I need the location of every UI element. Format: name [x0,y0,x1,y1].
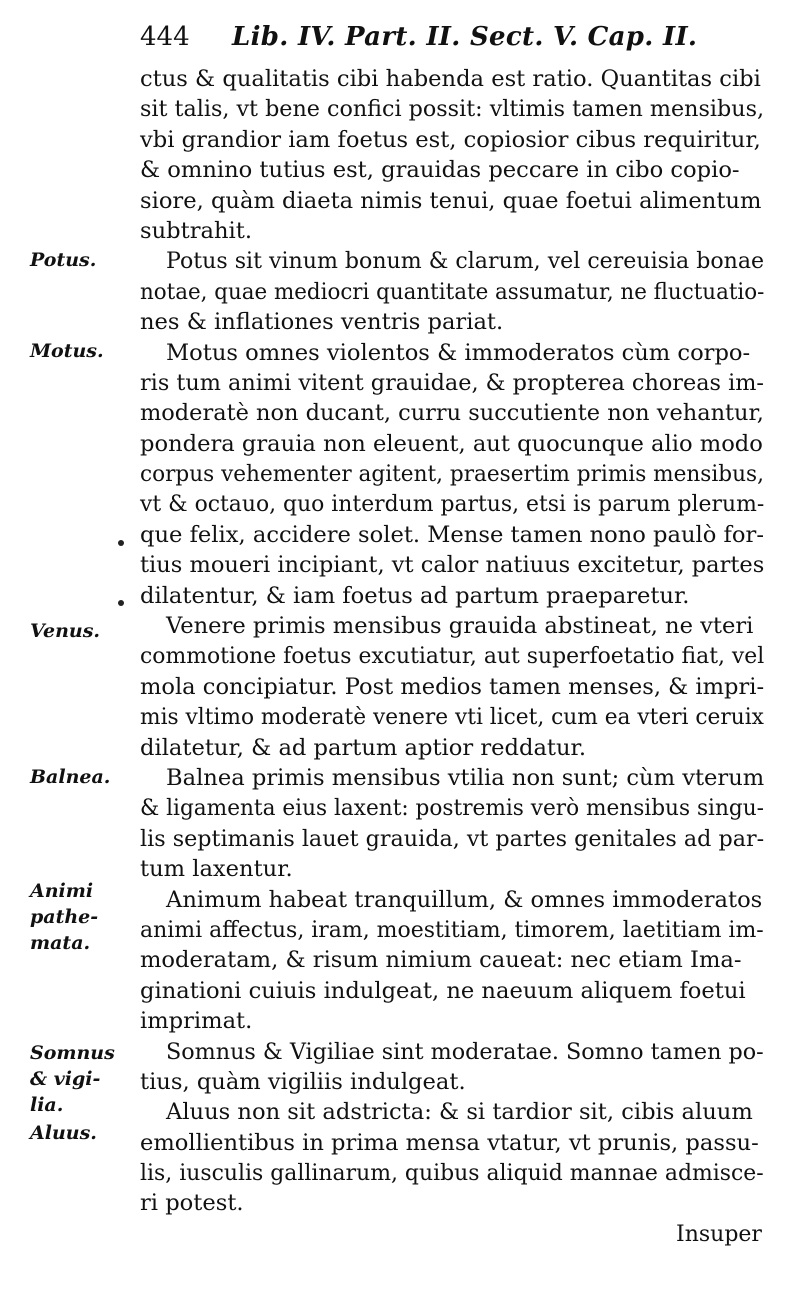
text-line: mola concipiatur. Post medios tamen menses, & impri- [140,673,765,700]
margin-note-animi-pathemata [30,878,98,956]
text-line: que felix, accidere solet. Mense tamen nono paulò for- [140,521,764,548]
margin-note-line: & vigi- [30,1068,101,1090]
text-line: notae, quae mediocri quantitate assumatur, ne fluctuatio- [140,278,765,305]
margin-note-balnea [30,762,110,792]
text-line: ris tum animi vitent grauidae, & propterea choreas im- [140,369,764,396]
text-line: Animum habeat tranquillum, & omnes immoderatos [166,886,763,913]
text-line: Venere primis mensibus grauida abstineat, ne vteri [166,613,754,640]
text-line: nes & inflationes ventris pariat. [140,309,504,336]
text-line: moderatè non ducant, curru succutiente non vehantur, [140,400,764,427]
text-line: & ligamenta eius laxent: postremis verò mensibus singu- [140,795,764,822]
running-head: Lib. IV. Part. II. Sect. V. Cap. II. [232,22,698,52]
text-line: pondera grauia non eleuent, aut quocunque alio modo [140,430,763,457]
catchword: Insuper [676,1222,762,1247]
text-line: tius moueri incipiant, vt calor natiuus excitetur, partes [140,552,765,579]
page-number: 444 [140,22,190,52]
margin-note-line: Venus. [30,620,101,642]
text-line: siore, quàm diaeta nimis tenui, quae foetui alimentum [140,187,762,214]
text-line: subtrahit. [140,217,252,244]
text-line: ctus & qualitatis cibi habenda est ratio. Quantitas cibi [140,66,761,92]
margin-note-line: Motus. [30,340,104,362]
text-line: animi affectus, iram, moestitiam, timorem, laetitiam im- [140,916,764,943]
text-line: lis septimanis lauet grauida, vt partes genitales ad par- [140,825,765,852]
text-line: Somnus & Vigiliae sint moderatae. Somno tamen po- [166,1038,764,1065]
margin-note-line: mata. [30,932,91,954]
text-line: ginationi cuiuis indulgeat, ne naeuum aliquem foetui [140,977,746,1004]
page-header [140,22,740,62]
text-line: emollientibus in prima mensa vtatur, vt prunis, passu- [140,1129,759,1156]
text-line: Aluus non sit adstricta: & si tardior sit, cibis aluum [166,1099,753,1126]
ink-speck [118,540,124,546]
margin-note-line: Animi [30,880,94,902]
margin-note-aluus [30,1118,97,1148]
text-line: sit talis, vt bene confici possit: vltimis tamen mensibus, [140,96,765,123]
text-line: dilatetur, & ad partum aptior reddatur. [140,734,587,761]
margin-note-somnus-vigilia [30,1040,115,1118]
margin-note-line: Somnus [30,1042,115,1064]
text-line: tum laxentur. [140,856,293,883]
text-line: dilatentur, & iam foetus ad partum praeparetur. [140,582,690,609]
margin-note-line: Aluus. [30,1122,97,1144]
margin-note-venus [30,616,100,646]
text-line: Potus sit vinum bonum & clarum, vel cereuisia bonae [166,248,765,275]
margin-note-line: Potus. [30,249,97,271]
margin-note-motus [30,336,104,366]
text-line: imprimat. [140,1008,253,1035]
text-line: Balnea primis mensibus vtilia non sunt; cùm vterum [166,764,765,791]
text-line: tius, quàm vigiliis indulgeat. [140,1068,466,1095]
text-line: vt & octauo, quo interdum partus, etsi is parum plerum- [140,491,765,518]
text-line: ri potest. [140,1190,244,1217]
body-text [140,64,764,1219]
text-line: moderatam, & risum nimium caueat: nec etiam Ima- [140,947,742,974]
text-line: Motus omnes violentos & immoderatos cùm corpo- [166,339,751,366]
margin-note-line: Balnea. [30,766,111,788]
text-line: mis vltimo moderatè venere vti licet, cum ea vteri ceruix [140,704,764,731]
text-line: vbi grandior iam foetus est, copiosior cibus requiritur, [140,126,761,153]
text-line: & omnino tutius est, grauidas peccare in cibo copio- [140,157,740,184]
margin-note-potus [30,245,96,275]
text-line: lis, iusculis gallinarum, quibus aliquid mannae admisce- [140,1160,764,1187]
margin-note-line: lia. [30,1094,64,1116]
margin-note-line: pathe- [30,906,99,928]
text-line: commotione foetus excutiatur, aut superfoetatio fiat, vel [140,643,765,670]
text-line: corpus vehementer agitent, praesertim primis mensibus, [140,461,764,488]
margin-notes [30,0,140,1299]
ink-speck [118,600,124,606]
